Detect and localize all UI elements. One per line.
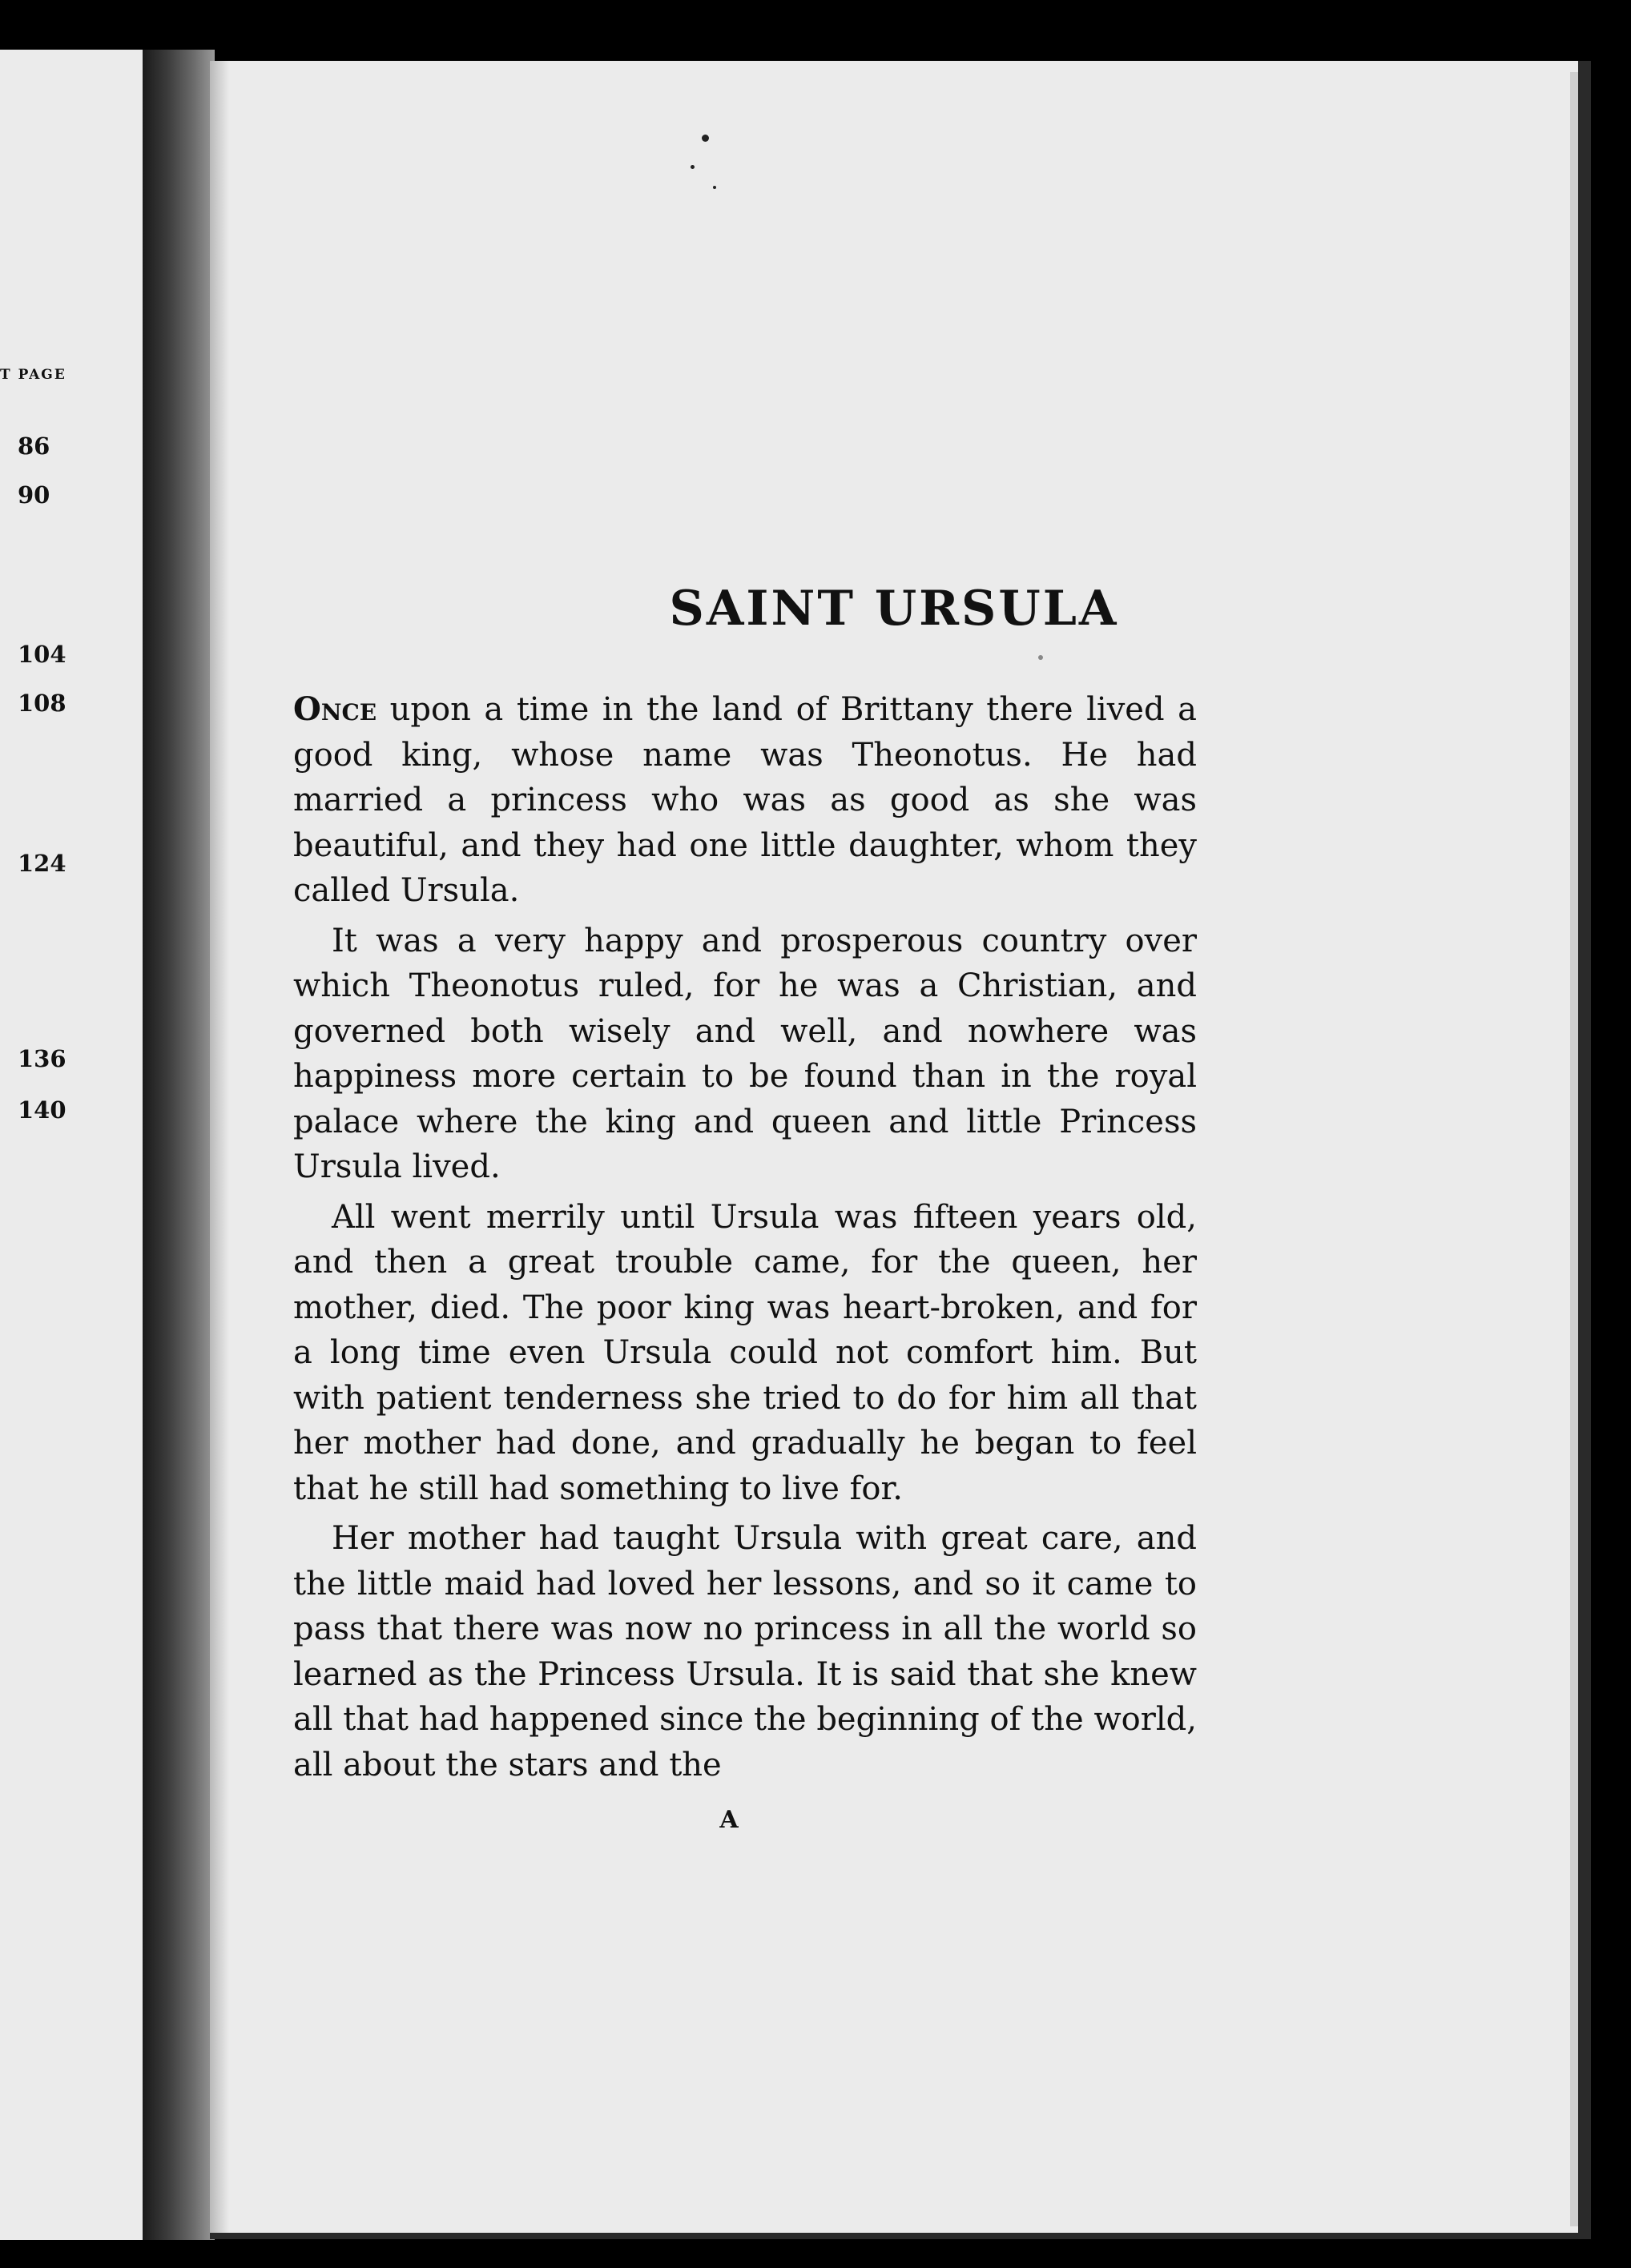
toc-page-number: 136 — [18, 1045, 66, 1072]
dust-speck — [1038, 655, 1043, 660]
paragraph-text: It was a very happy and prosperous country over which Theonotus ruled, for he was a Christian, and governed both wisely and well, and nowhere was happiness more certain to be found than in the royal palace where the king and queen and little Princess Ursula lived. — [293, 922, 1197, 1185]
paragraph-text: All went merrily until Ursula was fifteen years old, and then a great trouble came, for the queen, her mother, died. The poor king was heart-broken, and for a long time even Ursula could not comfort him. But with patient tenderness she tried to do for him all that her mother had done, and gradually he began to feel that he still had something to live for. — [293, 1198, 1197, 1507]
toc-column-header: T PAGE — [0, 367, 66, 383]
toc-page-number: 124 — [18, 850, 66, 877]
toc-page-number: 90 — [18, 481, 50, 509]
printer-signature-mark: A — [719, 1806, 739, 1834]
paragraph — [293, 687, 1197, 914]
paragraph — [293, 1516, 1197, 1787]
book-gutter-shadow — [143, 50, 215, 2240]
toc-page-number: 140 — [18, 1096, 66, 1124]
chapter-title: SAINT URSULA — [669, 581, 1119, 637]
dust-speck — [702, 135, 709, 142]
page-fold-shading — [210, 61, 229, 2233]
paragraph-lead-word: Once — [293, 690, 377, 728]
toc-page-number: 86 — [18, 432, 50, 460]
paragraph-text: upon a time in the land of Brittany there lived a good king, whose name was Theonotus. He had married a princess who was as good as she was beautiful, and they had one little daughter, whom they called Ursula. — [293, 691, 1197, 909]
dust-speck — [713, 186, 716, 189]
toc-page-number: 104 — [18, 641, 66, 668]
chapter-body — [293, 687, 1197, 1792]
dust-speck — [691, 165, 695, 169]
paragraph-text: Her mother had taught Ursula with great care, and the little maid had loved her lessons, and so it came to pass that there was now no princess in all the world so learned as the Princess Ursula. It is said that she knew all that had happened since the beginning of the world, all about the stars and the — [293, 1520, 1197, 1783]
page-edge — [1570, 72, 1578, 2226]
paragraph — [293, 919, 1197, 1190]
paragraph — [293, 1195, 1197, 1512]
toc-page-number: 108 — [18, 690, 66, 717]
